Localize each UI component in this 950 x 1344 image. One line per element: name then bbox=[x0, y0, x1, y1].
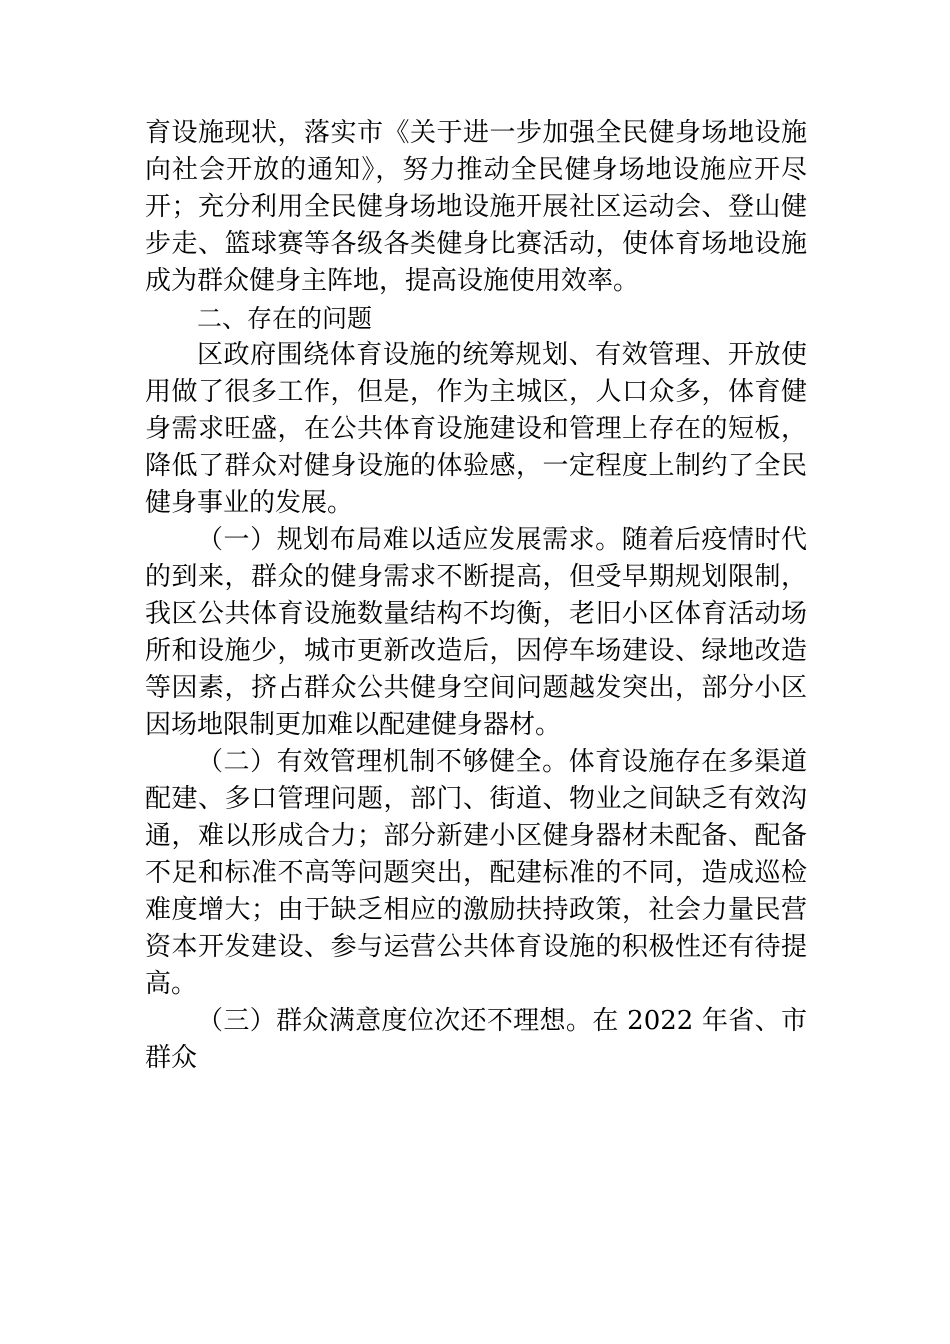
document-body bbox=[145, 115, 807, 1077]
issue-body: 随着后疫情时代的到来，群众的健身需求不断提高，但受早期规划限制，我区公共体育设施数量结构不均衡，老旧小区体育活动场所和设施少，城市更新改造后，因停车场建设、绿地改造等因素，挤占群众公共健身空间问题越发突出，部分小区因场地限制更加难以配建健身器材。 bbox=[145, 525, 807, 740]
issue-title: （三）群众满意度位次还不理想。 bbox=[197, 1006, 593, 1036]
issue-title: （一）规划布局难以适应发展需求。 bbox=[197, 525, 622, 555]
issue-item-1 bbox=[145, 522, 807, 744]
issue-title: （二）有效管理机制不够健全。 bbox=[197, 747, 569, 777]
issue-body: 体育设施存在多渠道配建、多口管理问题，部门、街道、物业之间缺乏有效沟通，难以形成合力；部分新建小区健身器材未配备、配备不足和标准不高等问题突出，配建标准的不同，造成巡检难度增大；由于缺乏相应的激励扶持政策，社会力量民营资本开发建设、参与运营公共体育设施的积极性还有待提高。 bbox=[145, 747, 807, 999]
section-intro-paragraph bbox=[145, 337, 807, 522]
paragraph-text: 育设施现状，落实市《关于进一步加强全民健身场地设施向社会开放的通知》，努力推动全民健身场地设施应开尽开；充分利用全民健身场地设施开展社区运动会、登山健步走、篮球赛等各级各类健身比赛活动，使体育场地设施成为群众健身主阵地，提高设施使用效率。 bbox=[145, 118, 807, 296]
issue-body: 在 2022 年省、市群众 bbox=[145, 1006, 807, 1073]
paragraph-text: 区政府围绕体育设施的统筹规划、有效管理、开放使用做了很多工作，但是，作为主城区，人口众多，体育健身需求旺盛，在公共体育设施建设和管理上存在的短板，降低了群众对健身设施的体验感，一定程度上制约了全民健身事业的发展。 bbox=[145, 340, 807, 518]
issue-item-3 bbox=[145, 1003, 807, 1077]
paragraph-continued bbox=[145, 115, 807, 300]
section-heading bbox=[145, 300, 807, 337]
issue-item-2 bbox=[145, 744, 807, 1003]
section-heading-text: 二、存在的问题 bbox=[197, 304, 373, 333]
